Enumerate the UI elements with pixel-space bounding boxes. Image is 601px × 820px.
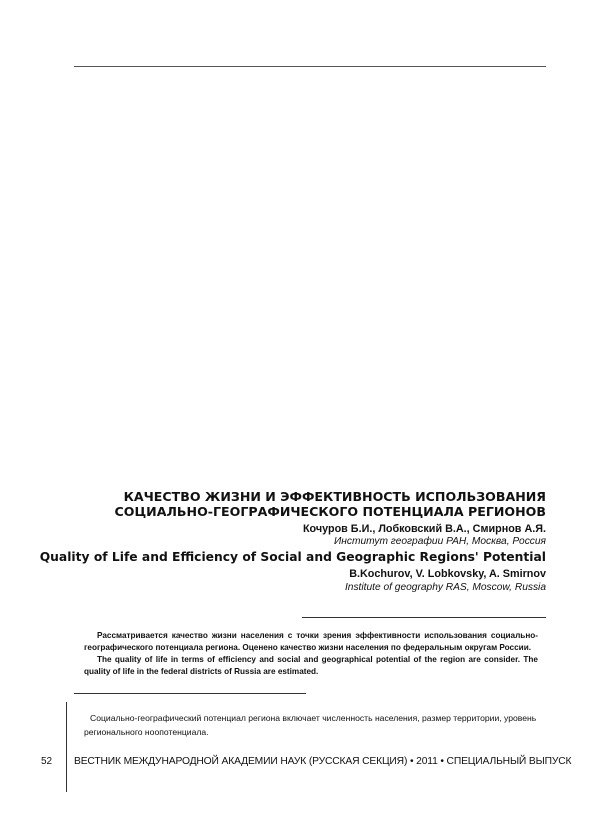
- abstract-top-rule: [302, 617, 546, 618]
- page-number: 52: [41, 756, 53, 767]
- ru-affiliation: Институт географии РАН, Москва, Россия: [333, 536, 546, 547]
- ru-title-line-2: СОЦИАЛЬНО-ГЕОГРАФИЧЕСКОГО ПОТЕНЦИАЛА РЕГИОНОВ: [114, 504, 546, 519]
- body-paragraph: Социально-географический потенциал региона включает численность населения, размер территории, уровень регионального ноопотенциала.: [84, 713, 537, 737]
- abstract-en: The quality of life in terms of efficiency and social and geographical potential of the region are consider. The quality of life in the federal districts of Russia are estimated.: [84, 655, 538, 676]
- abstract: [84, 630, 538, 677]
- header-rule: [74, 66, 546, 67]
- ru-title-line-1: КАЧЕСТВО ЖИЗНИ И ЭФФЕКТИВНОСТЬ ИСПОЛЬЗОВАНИЯ: [123, 489, 546, 504]
- en-title: Quality of Life and Efficiency of Social and Geographic Regions' Potential: [39, 550, 546, 564]
- en-authors: B.Kochurov, V. Lobkovsky, A. Smirnov: [349, 568, 546, 580]
- russian-title-block: [76, 489, 546, 547]
- margin-bar: [66, 702, 67, 792]
- body-text: [84, 711, 546, 739]
- en-affiliation: Institute of geography RAS, Moscow, Russia: [344, 582, 546, 593]
- ru-authors: Кочуров Б.И., Лобковский В.А., Смирнов А.Я.: [302, 523, 546, 535]
- journal-name: ВЕСТНИК МЕЖДУНАРОДНОЙ АКАДЕМИИ НАУК (РУССКАЯ СЕКЦИЯ) • 2011 • СПЕЦИАЛЬНЫЙ ВЫПУСК: [74, 756, 572, 767]
- page-footer: [0, 756, 601, 770]
- abstract-ru: Рассматривается качество жизни населения с точки зрения эффективности использования социально-географического потенциала региона. Оценено качество жизни населения по федеральным округам России.: [84, 631, 538, 652]
- abstract-bottom-rule: [74, 693, 306, 694]
